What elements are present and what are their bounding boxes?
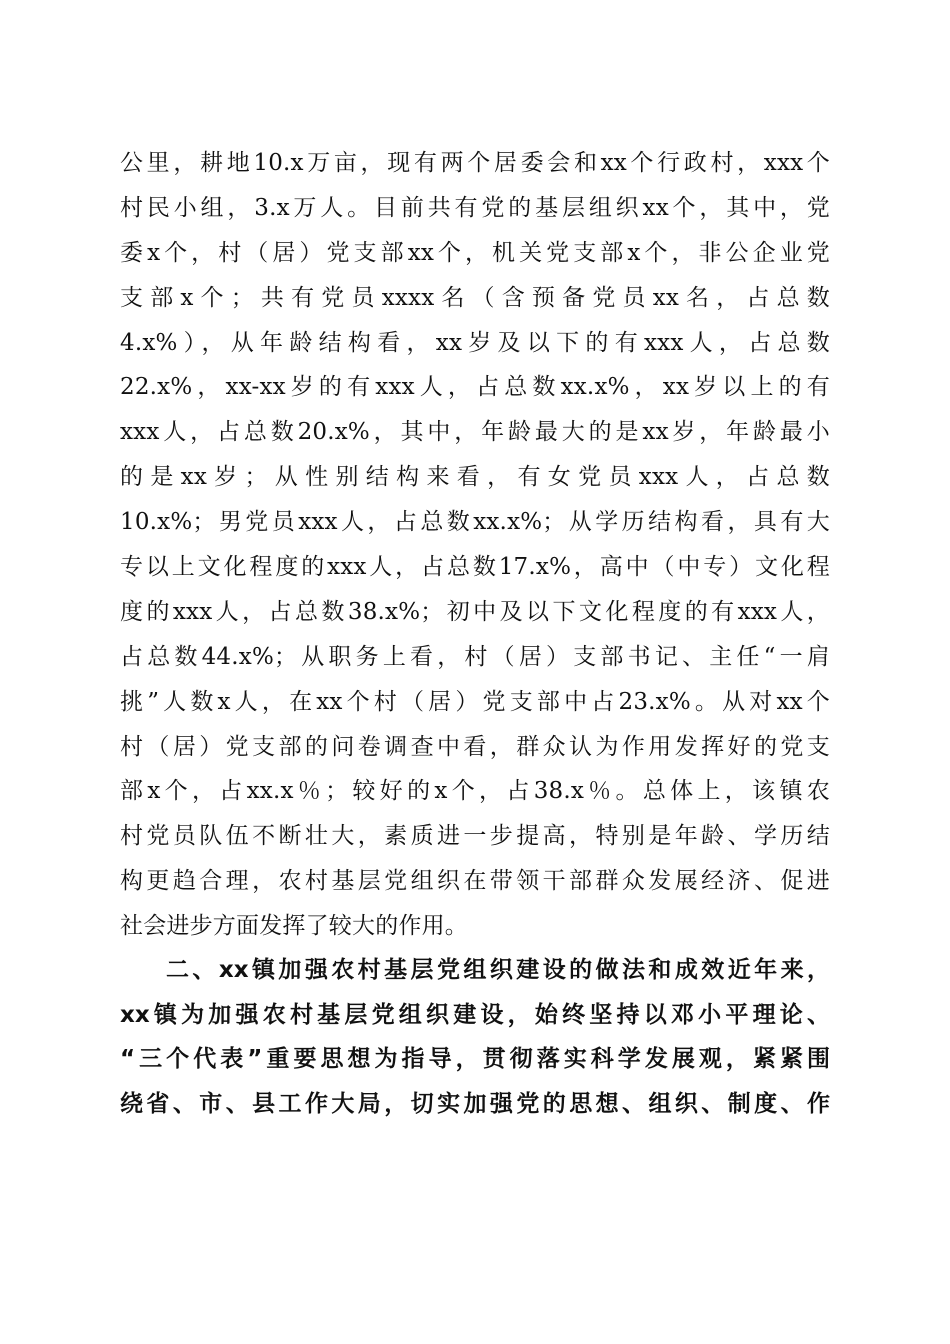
text-line: 度的xxx人，占总数38.x%；初中及以下文化程度的有xxx人，: [120, 598, 830, 625]
text-line: “三个代表”重要思想为指导，贯彻落实科学发展观，紧紧围: [120, 1046, 830, 1072]
text-line: 委x个，村（居）党支部xx个，机关党支部x个，非公企业党: [120, 239, 830, 266]
text-line: 构更趋合理，农村基层党组织在带领干部群众发展经济、促进: [120, 868, 830, 895]
body-paragraph: [120, 141, 830, 949]
text-line: 占总数44.x%；从职务上看，村（居）支部书记、主任“一肩: [120, 643, 830, 670]
text-line: 的是xx岁；从性别结构来看，有女党员xxx人，占总数: [120, 464, 830, 491]
section-two-paragraph: [120, 948, 830, 1126]
text-line: 公里，耕地10.x万亩，现有两个居委会和xx个行政村，xxx个: [120, 150, 830, 176]
text-line: 社会进步方面发挥了较大的作用。: [120, 913, 468, 940]
text-line: 22.x%，xx-xx岁的有xxx人，占总数xx.x%，xx岁以上的有: [120, 374, 830, 401]
text-line: 10.x%；男党员xxx人，占总数xx.x%；从学历结构看，具有大: [120, 509, 830, 536]
text-line: 挑”人数x人，在xx个村（居）党支部中占23.x%。从对xx个: [120, 688, 830, 715]
text-line: xxx人，占总数20.x%，其中，年龄最大的是xx岁，年龄最小: [120, 419, 830, 446]
text-line: 4.x%），从年龄结构看，xx岁及以下的有xxx人，占总数: [120, 329, 830, 356]
text-line: 村党员队伍不断壮大，素质进一步提高，特别是年龄、学历结: [120, 823, 830, 850]
text-line: 绕省、市、县工作大局，切实加强党的思想、组织、制度、作: [120, 1090, 830, 1117]
text-line: 部x个，占xx.x％；较好的x个，占38.x％。总体上，该镇农: [120, 778, 830, 805]
text-line: 专以上文化程度的xxx人，占总数17.x%，高中（中专）文化程: [120, 554, 830, 581]
section-heading-line: 二、xx镇加强农村基层党组织建设的做法和成效近年来，: [166, 957, 830, 983]
text-line: 支部x个；共有党员xxxx名（含预备党员xx名，占总数: [120, 284, 830, 311]
text-line: xx镇为加强农村基层党组织建设，始终坚持以邓小平理论、: [120, 1001, 830, 1028]
text-line: 村民小组，3.x万人。目前共有党的基层组织xx个，其中，党: [120, 194, 830, 221]
text-line: 村（居）党支部的问卷调查中看，群众认为作用发挥好的党支: [120, 733, 830, 760]
